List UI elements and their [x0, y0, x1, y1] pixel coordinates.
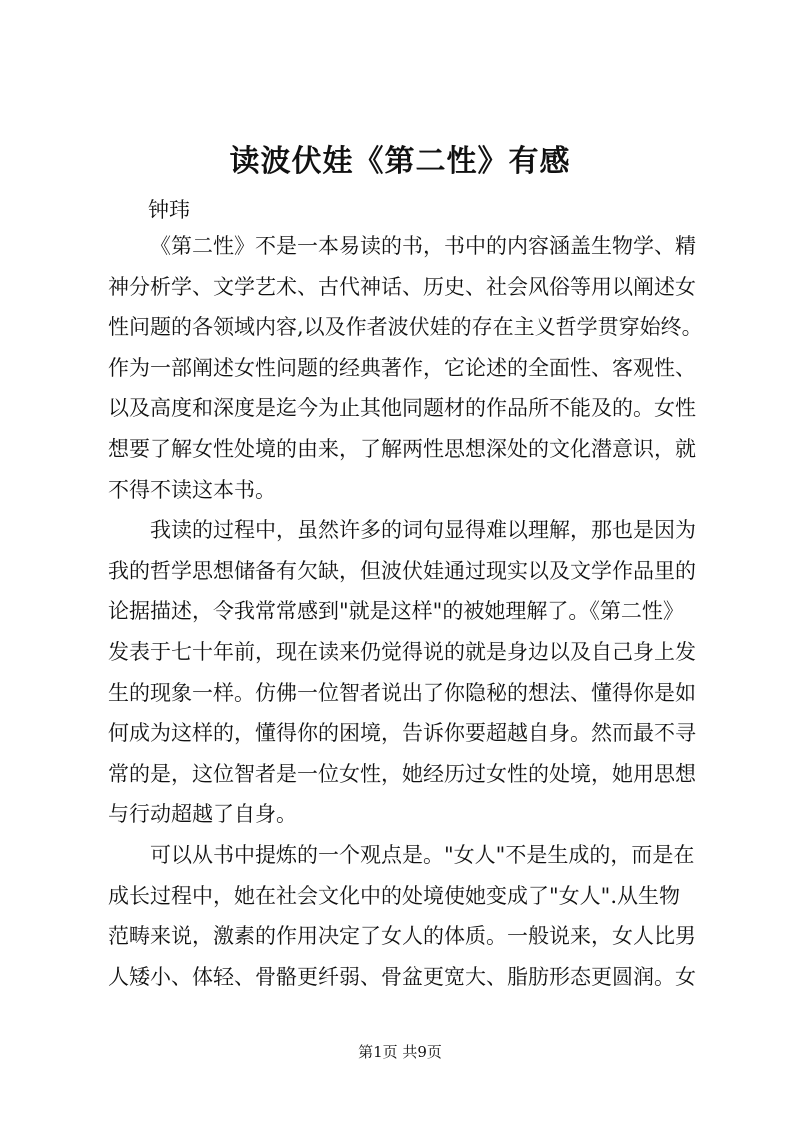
text-line: 神分析学、文学艺术、古代神话、历史、社会风俗等用以阐述女: [108, 274, 696, 299]
text-line: 发表于七十年前，现在读来仍觉得说的就是身边以及自己身上发: [108, 639, 696, 664]
text-line: 不得不读这本书。: [108, 477, 276, 502]
document-title: 读波伏娃《第二性》有感: [229, 144, 571, 179]
text-line: 以及高度和深度是迄今为止其他同题材的作品所不能及的。女性: [108, 396, 696, 421]
text-line: 《第二性》不是一本易读的书，书中的内容涵盖生物学、精: [150, 234, 696, 258]
text-line: 性问题的各领域内容,以及作者波伏娃的存在主义哲学贯穿始终。: [108, 315, 703, 340]
text-line: 常的是，这位智者是一位女性，她经历过女性的处境，她用思想: [108, 761, 696, 786]
text-line: 生的现象一样。仿佛一位智者说出了你隐秘的想法、懂得你是如: [108, 680, 696, 705]
text-line: 成长过程中，她在社会文化中的处境使她变成了"女人".从生物: [108, 883, 680, 908]
document-body: [108, 226, 708, 997]
paragraph: [108, 510, 708, 835]
text-line: 想要了解女性处境的由来，了解两性思想深处的文化潜意识，就: [108, 436, 696, 461]
text-line: 作为一部阐述女性问题的经典著作，它论述的全面性、客观性、: [108, 355, 696, 380]
text-line: 范畴来说，激素的作用决定了女人的体质。一般说来，女人比男: [108, 924, 696, 949]
text-line: 何成为这样的，懂得你的困境，告诉你要超越自身。然而最不寻: [108, 721, 696, 746]
text-line: 我读的过程中，虽然许多的词句显得难以理解，那也是因为: [150, 518, 696, 543]
paragraph: [108, 226, 708, 510]
text-line: 与行动超越了自身。: [108, 802, 297, 827]
text-line: 可以从书中提炼的一个观点是。"女人"不是生成的，而是在: [150, 842, 695, 867]
text-line: 人矮小、体轻、骨骼更纤弱、骨盆更宽大、脂肪形态更圆润。女: [108, 964, 696, 989]
page-number-footer: 第1页 共9页: [358, 1043, 442, 1061]
text-line: 论据描述，令我常常感到"就是这样"的被她理解了。《第二性》: [108, 599, 684, 624]
author-name: 钟玮: [148, 198, 190, 222]
text-line: 我的哲学思想储备有欠缺，但波伏娃通过现实以及文学作品里的: [108, 558, 696, 583]
paragraph: [108, 835, 708, 997]
